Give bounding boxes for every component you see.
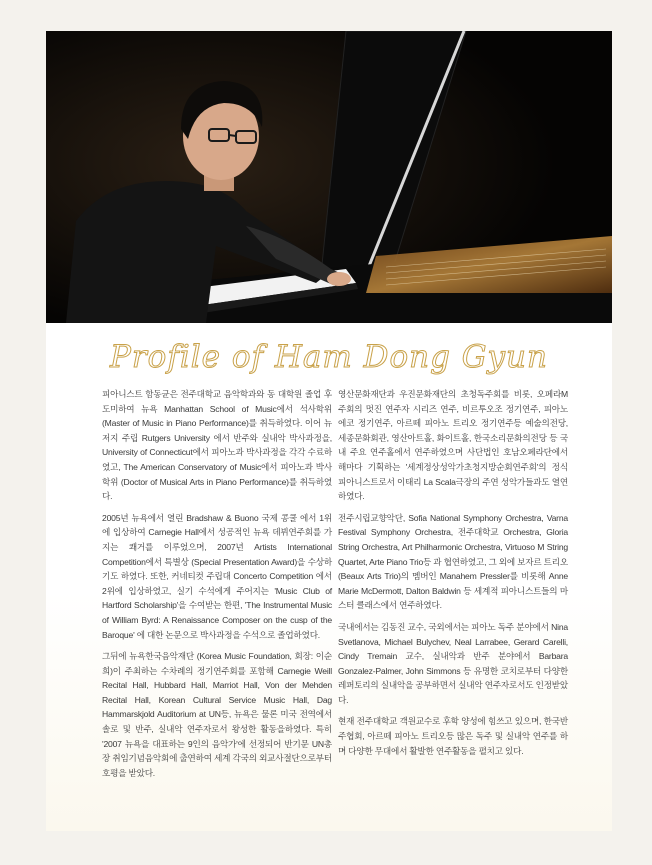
paragraph: 2005년 뉴욕에서 열린 Bradshaw & Buono 국제 콩쿨 에서 1위에 입상하여 Carnegie Hall에서 성공적인 뉴욕 데뷔연주회를 가지는 쾌거를 이루었으며, 2007년 Artists International Competition에서 특별상 (Special Presentation Award)을 수상하기도 하였다. 또한, 커네티컷 주립대 Concerto Competition 에서 2위에 입상하였고, 실기 수석에게 주어지는 'Music Club of Hartford Scholarship'을 수여받는 한편, 'The Instrumental Music of William Byrd: A Renaissance Composer on the cusp of the Baroque' 에 대한 논문으로 박사과정을 수석으로 졸업하였다. bbox=[102, 512, 332, 640]
right-column bbox=[338, 387, 568, 765]
pianist-illustration bbox=[46, 31, 612, 323]
paragraph: 그뒤에 뉴욕한국음악재단 (Korea Music Foundation, 회장: 이순희)이 주최하는 수차례의 정기연주회를 포함해 Carnegie Weill Recital Hall, Hubbard Hall, Marriot Hall, Von der Mehden Recital Hall, Korean Cultural Service Music Hall, Dag Hammarskjold Auditorium at UN등, 뉴욕은 물론 미국 전역에서 솔로 및 반주, 실내악 연주자로서 왕성한 활동을하였다. 특히 '2007 뉴욕을 대표하는 9인의 음악가'에 선정되어 반기문 UN총장 취임기념음악회에 출연하여 세계 각국의 외교사절단으로부터 호평을 받았다. bbox=[102, 651, 332, 778]
left-column bbox=[102, 387, 332, 787]
paragraph: 영산문화재단과 우진문화재단의 초청독주회를 비롯, 오페라M 주회의 멋진 연주자 시리즈 연주, 비르투오조 정기연주, 피아노에코 정기연주, 아르떼 피아노 트리오 정기연주등 예술의전당, 세종문화회관, 영산아트홀, 화이트홀, 한국소리문화의전당 등 국내 주요 연주홀에서 연주하였으며 사단법인 호남오페라단에서 해마다 기획하는 '세계정상성악가초청지방순회연주회'의 정식 피아니스트로서 이태리 La Scala극장의 주연 성악가들과도 열연하였다. bbox=[338, 389, 568, 502]
page-title: Profile of Ham Dong Gyun bbox=[110, 339, 548, 375]
paragraph: 현재 전주대학교 객원교수로 후학 양성에 힘쓰고 있으며, 한국반주협회, 아르떼 피아노 트리오등 많은 독주 및 실내악 연주를 하며 다양한 무대에서 활발한 연주활동을 펼치고 있다. bbox=[338, 716, 568, 756]
pianist-photo bbox=[46, 31, 612, 323]
paragraph: 전주시립교향악단, Sofia National Symphony Orchestra, Varna Festival Symphony Orchestra, 전주대학교 Orchestra, Gloria String Orchestra, Art Philharmonic Orchestra, Virtuoso M String Quartet, Arte Piano Trio등 과 협연하였고, 그 외에 보자르 트리오(Beaux Arts Trio)의 멤버인 Manahem Pressler를 비롯해 Anne Marie McDermott, Dalton Baldwin 등 세계적 피아니스트들의 마스터 클래스에서 연주하였다. bbox=[338, 512, 568, 611]
brochure-sheet bbox=[46, 31, 612, 831]
paragraph: 국내에서는 김동진 교수, 국외에서는 피아노 독주 분야에서 Nina Svetlanova, Michael Bulychev, Neal Larrabee, Gerard Carelli, Cindy Tremain 교수, 실내악과 반주 분야에서 Barbara Gonzalez-Palmer, John Simmons 등 유명한 코치로부터 다양한 레퍼토리의 실내악을 공부하면서 실내악 연주자로서도 인정받았다. bbox=[338, 621, 568, 705]
paragraph: 피아니스트 함동균은 전주대학교 음악학과와 동 대학원 졸업 후 도미하여 뉴욕 Manhattan School of Music에서 석사학위 (Master of Music in Piano Performance)를 취득하였다. 이어 뉴저지 주립 Rutgers University 에서 반주와 실내악 박사과정을, University of Connecticut에서 피아노과 박사과정을 각각 수료하였고, The American Conservatory of Music에서 피아노과 박사학위 (Doctor of Musical Arts in Piano Performance)를 취득하였다. bbox=[102, 389, 332, 502]
